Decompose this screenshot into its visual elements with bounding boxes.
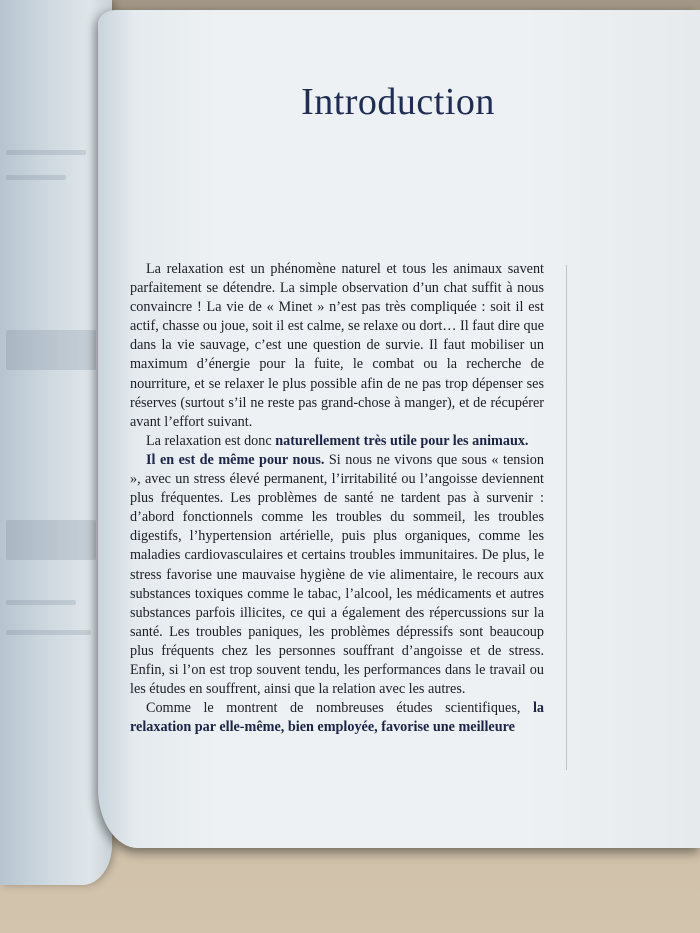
paragraph-3 — [130, 451, 544, 699]
left-page-bleed-block — [6, 520, 96, 560]
book-page — [98, 10, 700, 848]
left-page-bleed-line — [6, 150, 86, 155]
paragraph-text: La relaxation est donc — [146, 432, 276, 449]
paragraph-2 — [130, 432, 544, 451]
left-page — [0, 0, 112, 885]
paragraph-bold-text: la relaxation par elle-même, bien employée, favorise une meilleure — [130, 700, 544, 736]
paragraph-text: Comme le montrent de nombreuses études scientifiques, — [146, 700, 533, 717]
margin-rule — [566, 265, 567, 770]
paragraph-bold-text: naturellement très utile pour les animaux. — [275, 432, 529, 449]
left-page-bleed-line — [6, 630, 91, 635]
paragraph-bold-text: Il en est de même pour nous. — [146, 451, 325, 468]
paragraph-1 — [130, 260, 544, 432]
body-text — [130, 260, 544, 737]
left-page-bleed-line — [6, 600, 76, 605]
paragraph-text: La relaxation est un phénomène naturel et tous les animaux savent parfaitement se détendre. La simple observation d’un chat suffit à nous convaincre ! La vie de « Minet » n’est pas très compliquée : soit il est actif, chasse ou joue, soit il est calme, se relaxe ou dort… Il faut dire que dans la vie sauvage, c’est une question de survie. Il faut mobiliser un maximum d’énergie pour la fuite, le combat ou la recherche de nourriture, et se relaxer le plus possible afin de ne pas trop dépenser ses réserves (surtout s’il ne reste pas grand-chose à manger), et de récupérer avant l’effort suivant. — [130, 261, 544, 430]
page-title: Introduction — [301, 81, 495, 123]
paragraph-text: Si nous ne vivons que sous « tension », avec un stress élevé permanent, l’irritabilité ou l’angoisse deviennent plus fréquentes. Les problèmes de santé ne tardent pas à survenir : d’abord fonctionnels comme les troubles du sommeil, les troubles digestifs, l’hypertension artérielle, puis plus organiques, comme les maladies cardiovasculaires et certains troubles immunitaires. De plus, le stress favorise une mauvaise hygiène de vie alimentaire, le recours aux substances toxiques comme le tabac, l’alcool, les médicaments et autres substances parfois illicites, ce qui a également des répercussions sur la santé. Les troubles paniques, les problèmes dépressifs sont beaucoup plus fréquents chez les personnes souffrant d’angoisse et de stress. Enfin, si l’on est trop souvent tendu, les performances dans le travail ou les études en souffrent, ainsi que la relation avec les autres. — [130, 451, 544, 698]
left-page-bleed-line — [6, 175, 66, 180]
paragraph-4 — [130, 699, 544, 737]
left-page-bleed-block — [6, 330, 96, 370]
